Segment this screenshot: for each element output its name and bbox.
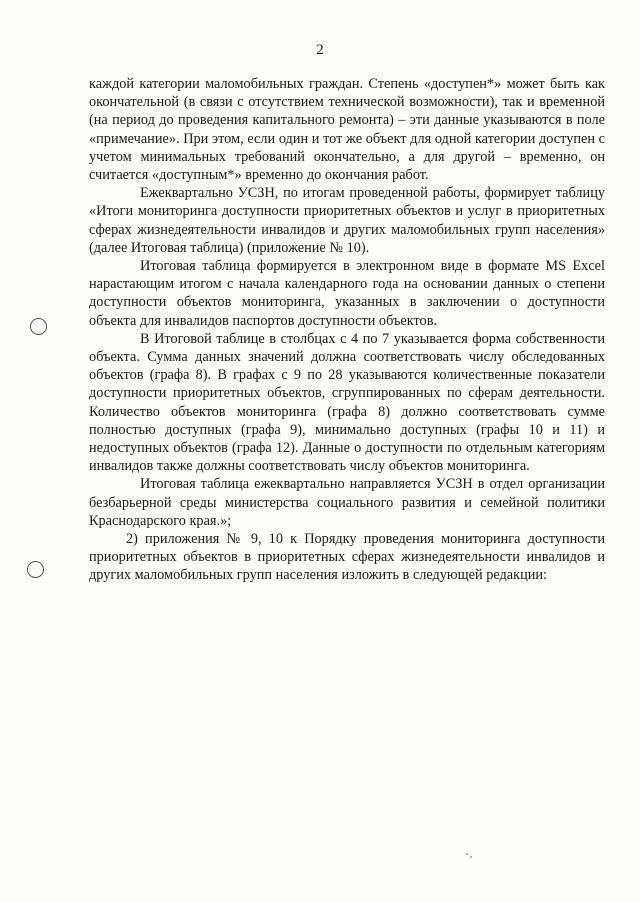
scan-speck [466,853,468,855]
paragraph-quarterly-report: Ежеквартально УСЗН, по итогам проведенной работы, формирует таблицу «Итоги мониторинга доступности приоритетных объектов и услуг в приоритетных сферах жизнедеятельности инвалидов и других маломобильных групп населения» (далее Итоговая таблица) (приложение № 10). [89,185,605,256]
scan-speck [470,856,472,858]
paragraph-item-2: 2) приложения № 9, 10 к Порядку проведения мониторинга доступности приоритетных объектов в приоритетных сферах жизнедеятельности инвалидов и других маломобильных групп населения изложить в следующей редакции: [89,531,605,584]
page-number: 2 [316,42,324,58]
paragraph-table-columns: В Итоговой таблице в столбцах с 4 по 7 указывается форма собственности объекта. Сумма данных значений должна соответствовать числу обследованных объектов (графа 8). В графах с 9 по 28 указываются количественные показатели доступности приоритетных объектов, сгруппированных по сферам деятельности. Количество объектов мониторинга (графа 8) должно соответствовать сумме полностью доступных (графа 9), минимально доступных (графы 10 и 11) и недоступных объектов (графа 12). Данные о доступности по отдельным категориям инвалидов также должны соответствовать числу объектов мониторинга. [89,330,605,475]
document-body [89,75,605,585]
paragraph-continuation: каждой категории маломобильных граждан. Степень «доступен*» может быть как окончательной (в связи с отсутствием технической возможности), так и временной (на период до проведения капитального ремонта) – эти данные указываются в поле «примечание». При этом, если один и тот же объект для одной категории доступен с учетом минимальных требований окончательно, а для другой – временно, он считается «доступным*» временно до окончания работ. [89,76,605,184]
paragraph-submission: Итоговая таблица ежеквартально направляется УСЗН в отдел организации безбарьерной среды министерства социального развития и семейной политики Краснодарского края.»; [89,476,605,529]
paragraph-excel-format: Итоговая таблица формируется в электронном виде в формате MS Excel нарастающим итогом с начала календарного года на основании данных о степени доступности объектов мониторинга, указанных в заключении о доступности объекта для инвалидов паспортов доступности объектов. [89,258,605,329]
binder-hole-mark [27,561,44,578]
binder-hole-mark [30,318,47,335]
